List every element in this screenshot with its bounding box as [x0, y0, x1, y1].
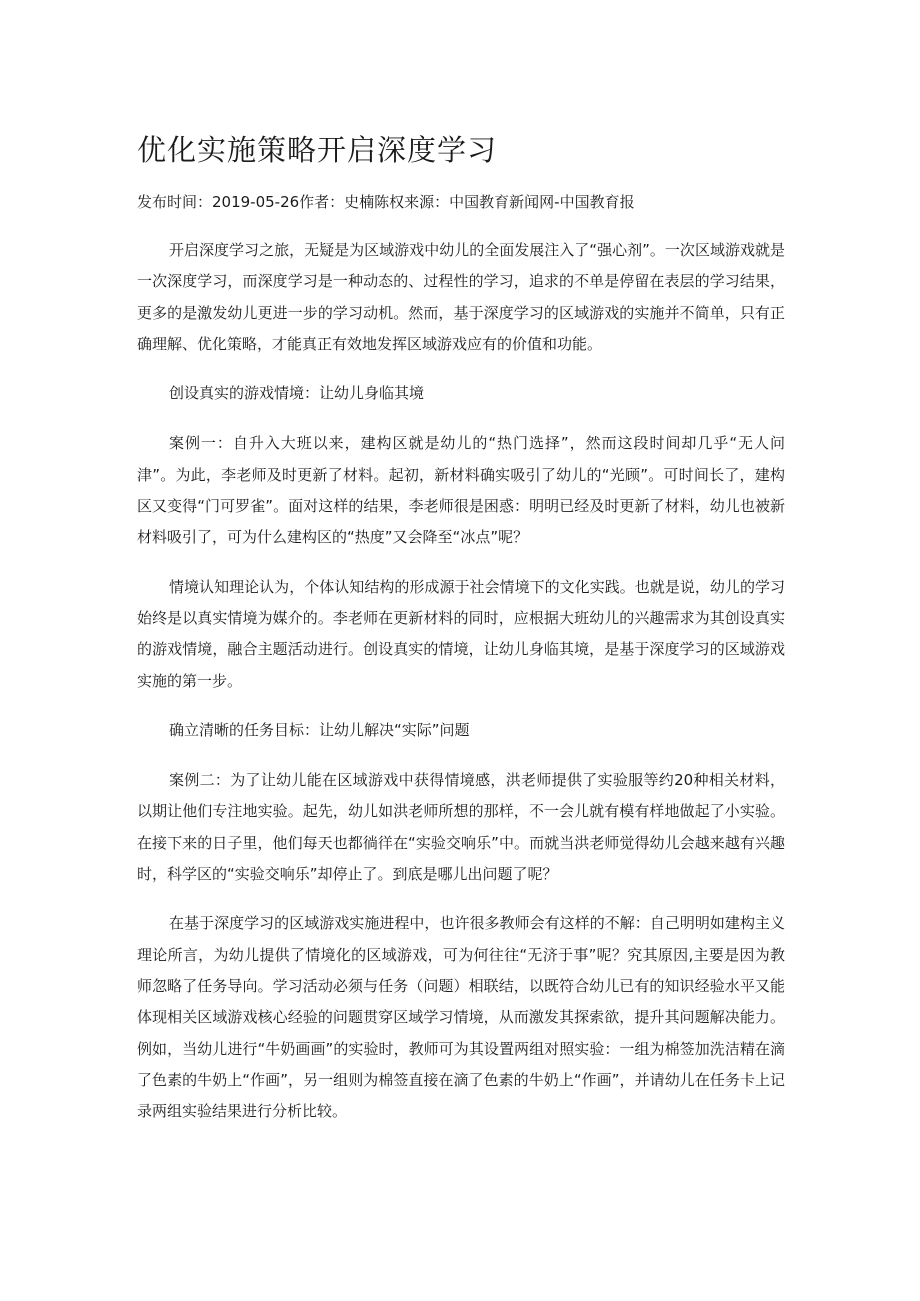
paragraph-case-1: 案例一：自升入大班以来，建构区就是幼儿的“热门选择”，然而这段时间却几乎“无人问津”。为此，李老师及时更新了材料。起初，新材料确实吸引了幼儿的“光顾”。可时间长了，建构区又变得“门可罗雀”。面对这样的结果，李老师很是困惑：明明已经及时更新了材料，幼儿也被新材料吸引了，可为什么建构区的“热度”又会降至“冰点”呢？ [137, 434, 785, 547]
paragraph-case-2: 案例二：为了让幼儿能在区域游戏中获得情境感，洪老师提供了实验服等约20种相关材料，以期让他们专注地实验。起先，幼儿如洪老师所想的那样，不一会儿就有模有样地做起了小实验。在接下来的日子里，他们每天也都徜徉在“实验交响乐”中。而就当洪老师觉得幼儿会越来越有兴趣时，科学区的“实验交响乐”却停止了。到底是哪儿出问题了呢？ [137, 771, 785, 884]
article-meta: 发布时间：2019-05-26作者：史楠陈权来源：中国教育新闻网-中国教育报 [137, 193, 635, 211]
paragraph-analysis-1: 情境认知理论认为，个体认知结构的形成源于社会情境下的文化实践。也就是说，幼儿的学习始终是以真实情境为媒介的。李老师在更新材料的同时，应根据大班幼儿的兴趣需求为其创设真实的游戏情境，融合主题活动进行。创设真实的情境，让幼儿身临其境，是基于深度学习的区域游戏实施的第一步。 [137, 577, 785, 690]
article-body [137, 235, 785, 1145]
section-heading-2: 确立清晰的任务目标：让幼儿解决“实际”问题 [169, 720, 470, 739]
paragraph-analysis-2: 在基于深度学习的区域游戏实施进程中，也许很多教师会有这样的不解：自己明明如建构主义理论所言，为幼儿提供了情境化的区域游戏，可为何往往“无济于事”呢？究其原因,主要是因为教师忽略了任务导向。学习活动必须与任务（问题）相联结，以既符合幼儿已有的知识经验水平又能体现相关区域游戏核心经验的问题贯穿区域学习情境，从而激发其探索欲，提升其问题解决能力。例如，当幼儿进行“牛奶画画”的实验时，教师可为其设置两组对照实验：一组为棉签加洗洁精在滴了色素的牛奶上“作画”，另一组则为棉签直接在滴了色素的牛奶上“作画”，并请幼儿在任务卡上记录两组实验结果进行分析比较。 [137, 914, 785, 1121]
paragraph-intro: 开启深度学习之旅，无疑是为区域游戏中幼儿的全面发展注入了“强心剂”。一次区域游戏就是一次深度学习，而深度学习是一种动态的、过程性的学习，追求的不单是停留在表层的学习结果，更多的是激发幼儿更进一步的学习动机。然而，基于深度学习的区域游戏的实施并不简单，只有正确理解、优化策略，才能真正有效地发挥区域游戏应有的价值和功能。 [137, 241, 785, 353]
article-title: 优化实施策略开启深度学习 [137, 133, 498, 167]
section-heading-1: 创设真实的游戏情境：让幼儿身临其境 [169, 384, 425, 403]
